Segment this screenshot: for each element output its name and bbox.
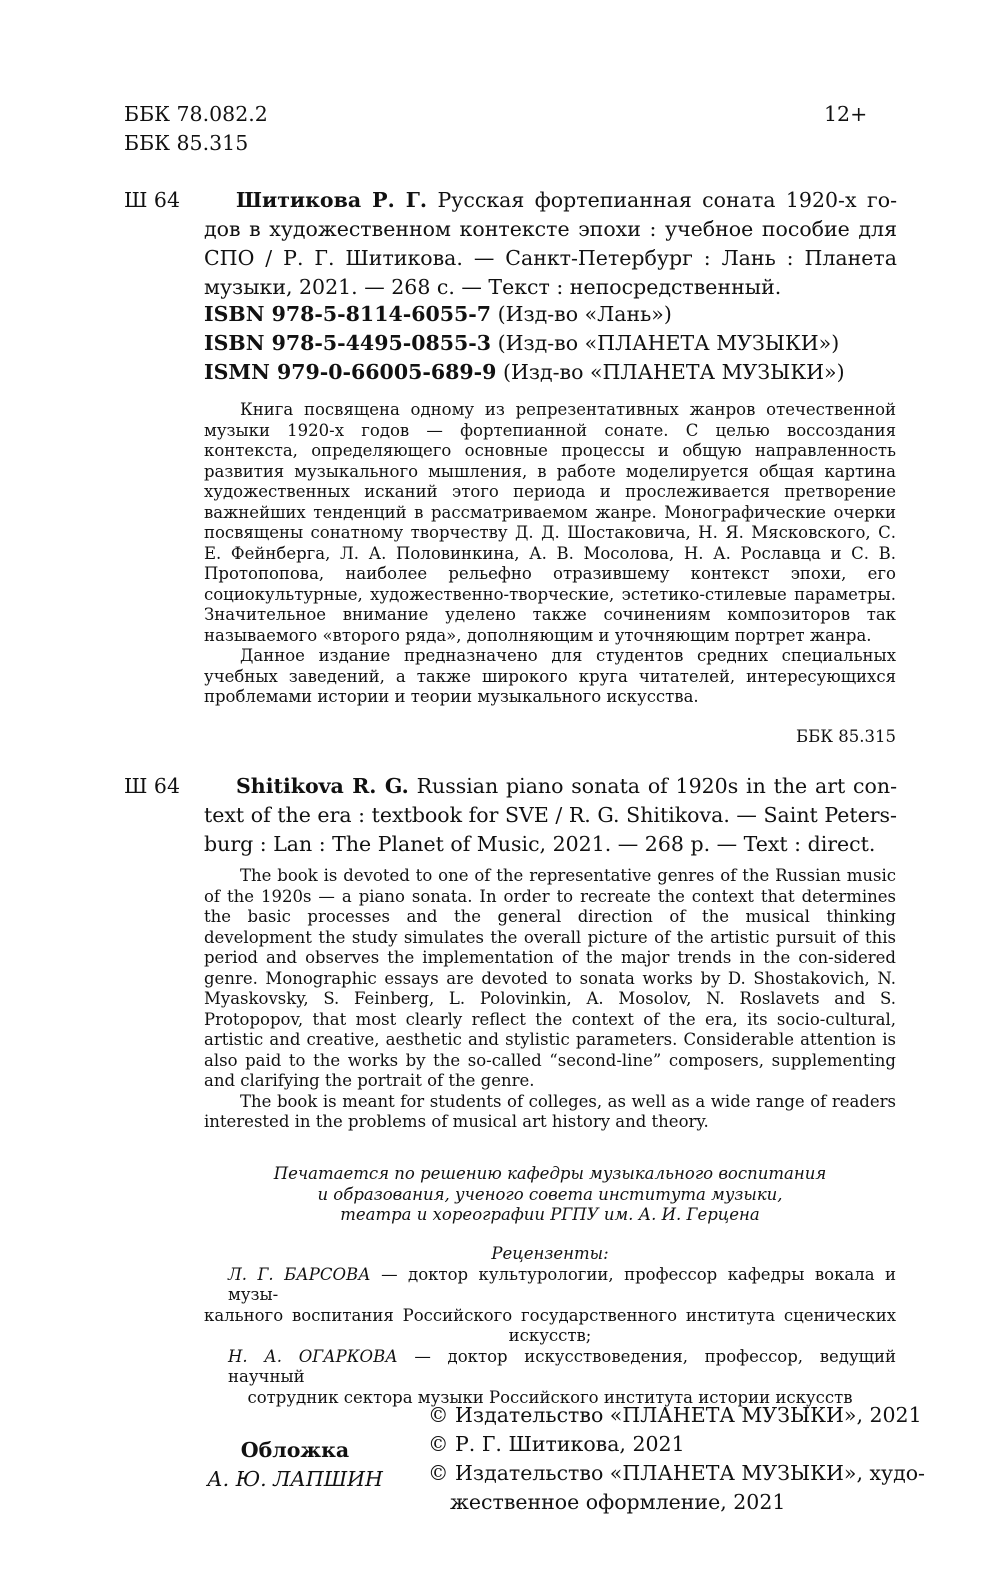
bbk-right: ББК 85.315	[796, 727, 896, 746]
cover-label: Обложка	[240, 1438, 350, 1462]
approval-note: Печатается по решению кафедры музыкального воспитания и образования, ученого совета института музыки, театра и хореографии РГПУ им. А. И. Герцена	[273, 1164, 827, 1224]
reviewer-name: Л. Г. БАРСОВА	[228, 1264, 371, 1284]
en-bibliographic-record	[204, 772, 897, 859]
record-author: Shitikova R. G.	[236, 774, 409, 798]
copyright-line: © Издательство «ПЛАНЕТА МУЗЫКИ», худо-	[428, 1461, 925, 1485]
ismn-line: ISMN 979-0-66005-689-9 (Изд-во «ПЛАНЕТА МУЗЫКИ»)	[204, 360, 845, 384]
copyright-line: © Р. Г. Шитикова, 2021	[428, 1432, 685, 1456]
cover-artist: А. Ю. ЛАПШИН	[207, 1467, 383, 1491]
bbk-code: ББК 85.315	[124, 131, 249, 155]
record-line: text of the era : textbook for SVE / R. G. Shitikova. — Saint Peters-	[204, 803, 897, 827]
abstract-paragraph: Данное издание предназначено для студентов средних специальных учебных заведений, а также широкого круга читателей, интересующихся проблемами истории и теории музыкального искусства.	[204, 646, 896, 706]
abstract-paragraph: Книга посвящена одному из репрезентативных жанров отечественной музыки 1920-х годов — фортепианной сонате. С целью воссоздания контекста, определяющего основные процессы и общую направленность развития музыкального мышления, в работе моделируется общая картина художественных исканий этого периода и прослеживается претворение важнейших тенденций в рассматриваемом жанре. Монографические очерки посвящены сонатному творчеству Д. Д. Шостаковича, Н. Я. Мясковского, С. Е. Фейнберга, Л. А. Половинкина, А. В. Мосолова, Н. А. Рославца и С. В. Протопопова, наиболее рельефно отразившему контекст эпохи, его социокультурные, художественно-творческие, эстетико-стилевые параметры. Значительное внимание уделено также сочинениям композиторов так называемого «второго ряда», дополняющим и уточняющим портрет жанра.	[204, 400, 896, 645]
en-abstract	[204, 866, 896, 1133]
record-author: Шитикова Р. Г.	[236, 188, 428, 212]
reviewers-title: Рецензенты:	[491, 1244, 609, 1263]
bbk-block	[124, 100, 268, 158]
author-mark: Ш 64	[124, 188, 180, 212]
record-line: Shitikova R. G. Russian piano sonata of 1920s in the art con-	[236, 774, 898, 798]
record-line: СПО / Р. Г. Шитикова. — Санкт-Петербург : Лань : Планета	[204, 246, 897, 270]
record-line: Шитикова Р. Г. Русская фортепианная соната 1920-х го-	[236, 188, 897, 212]
author-mark: Ш 64	[124, 774, 180, 798]
ru-bibliographic-record	[204, 186, 897, 302]
record-line: burg : Lan : The Planet of Music, 2021. — 268 p. — Text : direct.	[204, 832, 876, 856]
record-line: дов в художественном контексте эпохи : учебное пособие для	[204, 217, 897, 241]
bbk-code: ББК 78.082.2	[124, 102, 268, 126]
isbn-line: ISBN 978-5-4495-0855-3 (Изд-во «ПЛАНЕТА МУЗЫКИ»)	[204, 331, 840, 355]
age-rating: 12+	[824, 102, 868, 126]
reviewers-block: Рецензенты: Л. Г. БАРСОВА — доктор культурологии, профессор кафедры вокала и музы- кального воспитания Российского государственного института сценических искусств; Н. А. ОГАРКОВА — доктор искусствоведения, профессор, ведущий научный сотрудник сектора музыки Российского института истории искусств	[204, 1244, 897, 1407]
copyright-line: © Издательство «ПЛАНЕТА МУЗЫКИ», 2021	[428, 1403, 922, 1427]
reviewer-entry: Н. А. ОГАРКОВА — доктор искусствоведения, профессор, ведущий научный	[228, 1346, 896, 1386]
copyright-block	[428, 1401, 925, 1517]
record-line: музыки, 2021. — 268 с. — Текст : непосредственный.	[204, 275, 782, 299]
copyright-line: жественное оформление, 2021	[450, 1490, 786, 1514]
abstract-paragraph: The book is devoted to one of the representative genres of the Russian music of the 1920s — a piano sonata. In order to recreate the context that determines the basic processes and the general direction of the musical thinking development the study simulates the overall picture of the artistic pursuit of this period and observes the implementation of the major trends in the con-sidered genre. Monographic essays are devoted to sonata works by D. Shostakovich, N. Myaskovsky, S. Feinberg, L. Polovinkin, A. Mosolov, N. Roslavets and S. Protopopov, that most clearly reflect the context of the era, its socio-cultural, artistic and creative, aesthetic and stylistic parameters. Considerable attention is also paid to the works by the so-called “second-line” composers, supplementing and clarifying the portrait of the genre.	[204, 866, 896, 1090]
ru-abstract	[204, 400, 896, 708]
reviewer-name: Н. А. ОГАРКОВА	[228, 1346, 398, 1366]
isbn-block	[204, 300, 845, 387]
isbn-line: ISBN 978-5-8114-6055-7 (Изд-во «Лань»)	[204, 302, 672, 326]
cover-credit	[190, 1436, 400, 1494]
reviewer-entry: Л. Г. БАРСОВА — доктор культурологии, профессор кафедры вокала и музы-	[228, 1264, 897, 1304]
abstract-paragraph: The book is meant for students of colleges, as well as a wide range of readers interested in the problems of musical art history and theory.	[204, 1091, 896, 1131]
